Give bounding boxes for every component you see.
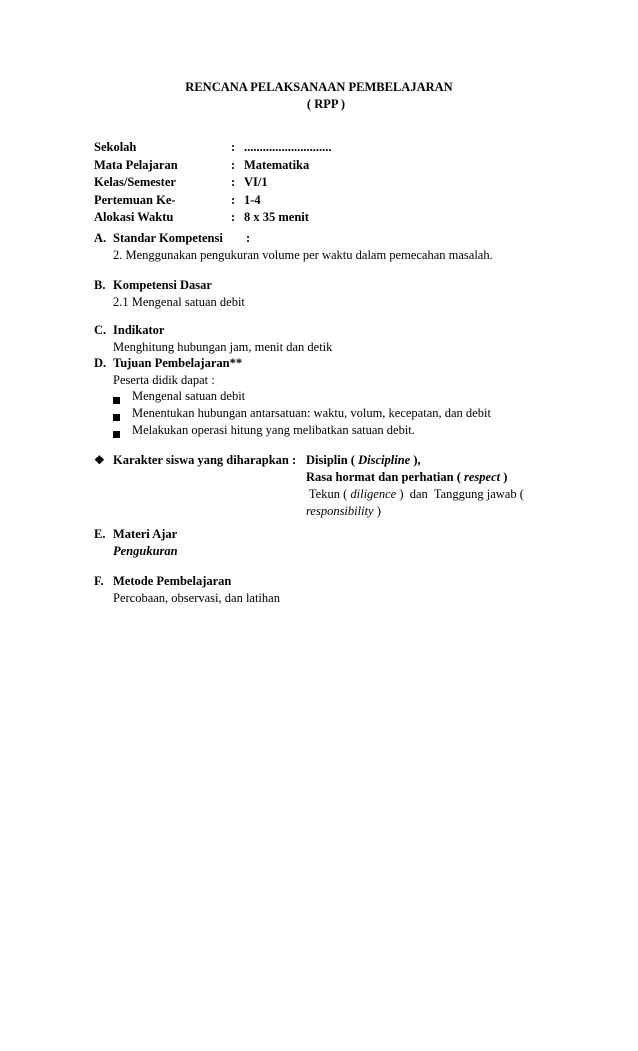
list-item — [94, 422, 491, 439]
spacer — [94, 486, 306, 503]
info-label: Pertemuan Ke- — [94, 192, 176, 207]
section-d — [94, 355, 491, 439]
section-title: Indikator — [113, 323, 165, 337]
karakter-value-1 — [306, 452, 421, 469]
section-letter: C. — [94, 323, 107, 337]
document-subtitle: ( RPP ) — [306, 97, 346, 111]
section-letter: B. — [94, 278, 106, 292]
info-value: VI/1 — [244, 175, 268, 189]
diamond-bullet-icon: ❖ — [94, 453, 105, 467]
section-a-heading — [94, 230, 493, 247]
karakter-value-2 — [306, 469, 507, 486]
text-run: ) — [500, 470, 508, 484]
info-colon: : — [231, 210, 236, 224]
text-run: Tekun ( — [306, 487, 351, 501]
text-run-italic: respect — [464, 470, 501, 484]
info-row-sekolah — [94, 139, 332, 157]
info-row-pertemuan — [94, 192, 332, 210]
info-value: 8 x 35 menit — [244, 210, 309, 224]
karakter-line-1 — [94, 452, 524, 469]
spacer — [94, 469, 306, 486]
section-c — [94, 322, 332, 355]
list-item — [94, 388, 491, 405]
section-colon: : — [246, 231, 251, 245]
section-title: Kompetensi Dasar — [113, 278, 212, 292]
section-title: Metode Pembelajaran — [113, 574, 232, 588]
info-value: ............................ — [244, 140, 332, 154]
karakter-value-4 — [306, 503, 381, 520]
section-b-heading — [94, 277, 245, 294]
karakter-value-3 — [306, 486, 524, 503]
info-row-alokasi-waktu — [94, 209, 332, 227]
karakter-label — [94, 452, 306, 469]
spacer — [94, 503, 306, 520]
info-colon: : — [231, 192, 236, 207]
square-bullet-icon — [113, 422, 122, 439]
section-b — [94, 277, 245, 310]
document-title: RENCANA PELAKSANAAN PEMBELAJARAN — [185, 80, 453, 94]
text-run: ) — [373, 504, 381, 518]
section-title: Materi Ajar — [113, 527, 178, 541]
section-c-body: Menghitung hubungan jam, menit dan detik — [113, 339, 333, 354]
section-f-heading — [94, 573, 280, 590]
text-run-italic: responsibility — [306, 504, 374, 518]
karakter-line-3 — [94, 486, 524, 503]
karakter-line-2 — [94, 469, 524, 486]
section-title: Standar Kompetensi — [113, 231, 223, 245]
list-item-text: Melakukan operasi hitung yang melibatkan satuan debit. — [132, 423, 415, 437]
section-e-heading — [94, 526, 178, 543]
section-a-body: 2. Menggunakan pengukuran volume per waktu dalam pemecahan masalah. — [113, 247, 493, 262]
section-letter: E. — [94, 527, 106, 541]
section-letter: D. — [94, 356, 107, 370]
identity-table — [94, 139, 332, 227]
info-colon: : — [231, 140, 236, 154]
info-value: 1-4 — [244, 192, 261, 207]
section-f — [94, 573, 280, 606]
info-label: Kelas/Semester — [94, 175, 176, 189]
list-item-text: Mengenal satuan debit — [132, 389, 246, 403]
text-run: ) dan Tanggung jawab ( — [396, 487, 524, 501]
section-f-body: Percobaan, observasi, dan latihan — [113, 590, 280, 605]
section-d-intro: Peserta didik dapat : — [113, 372, 215, 387]
text-run-italic: Discipline — [358, 453, 411, 467]
info-colon: : — [231, 175, 236, 189]
info-label: Sekolah — [94, 140, 137, 154]
list-item-text: Menentukan hubungan antarsatuan: waktu, volum, kecepatan, dan debit — [132, 406, 491, 420]
section-letter: F. — [94, 574, 104, 588]
info-colon: : — [231, 157, 236, 172]
section-e-body: Pengukuran — [113, 543, 178, 558]
section-b-body: 2.1 Mengenal satuan debit — [113, 294, 245, 309]
square-bullet-icon — [113, 405, 122, 422]
info-label: Mata Pelajaran — [94, 157, 178, 172]
section-letter: A. — [94, 231, 107, 245]
karakter-label-text: Karakter siswa yang diharapkan : — [113, 453, 297, 467]
section-d-heading — [94, 355, 491, 372]
section-c-heading — [94, 322, 332, 339]
square-bullet-icon — [113, 388, 122, 405]
info-value: Matematika — [244, 157, 310, 172]
text-run-italic: diligence — [350, 487, 397, 501]
section-a — [94, 230, 493, 263]
section-title: Tujuan Pembelajaran** — [113, 356, 243, 370]
info-row-kelas-semester — [94, 174, 332, 192]
info-label: Alokasi Waktu — [94, 210, 174, 224]
text-run: Rasa hormat dan perhatian ( — [306, 470, 464, 484]
text-run: Disiplin ( — [306, 453, 359, 467]
karakter-section — [94, 452, 524, 520]
section-e — [94, 526, 178, 559]
karakter-line-4 — [94, 503, 524, 520]
text-run: ), — [410, 453, 421, 467]
list-item — [94, 405, 491, 422]
info-row-mata-pelajaran — [94, 157, 332, 175]
